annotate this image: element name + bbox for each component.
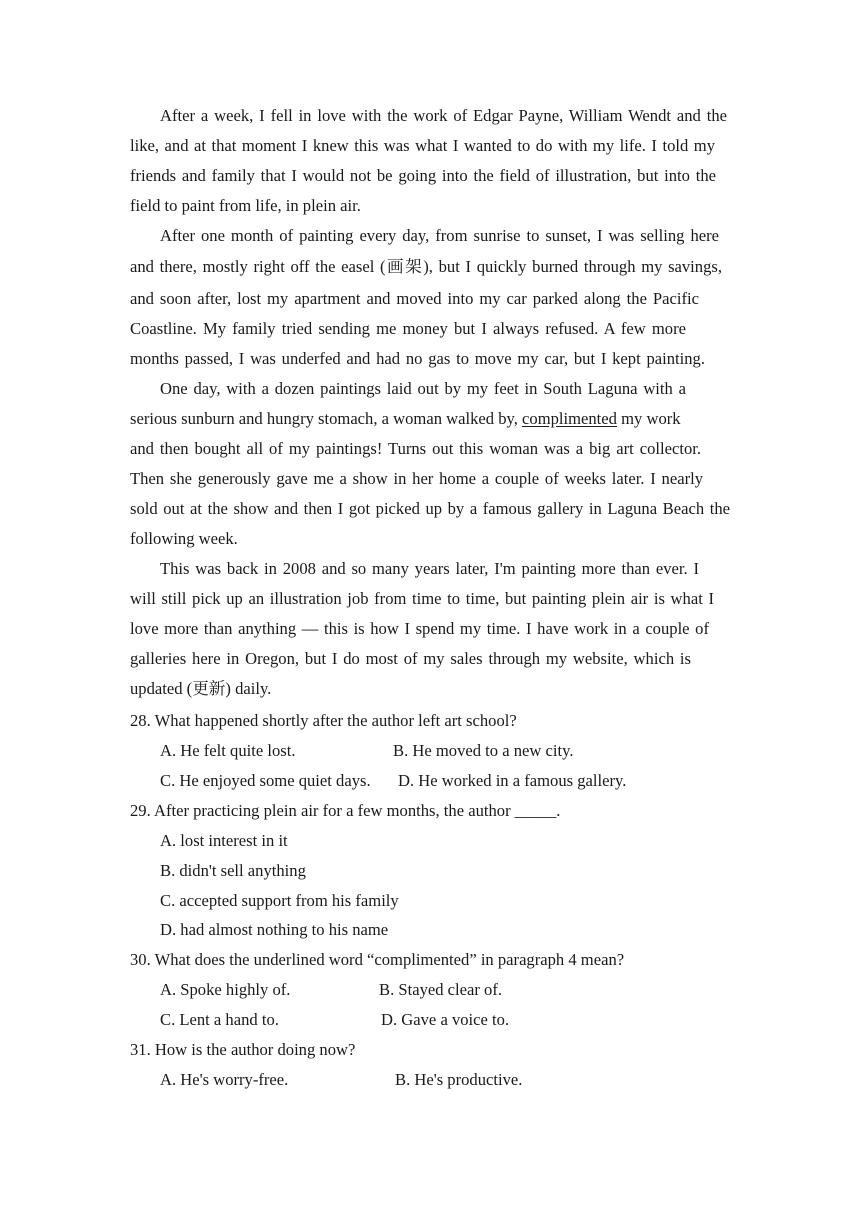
option-b: B. Stayed clear of. [379,980,503,999]
text-line: like, and at that moment I knew this was what I wanted to do with my life. I told my [130,136,715,155]
option-c: C. Lent a hand to. [160,1010,279,1029]
question-stem: 31. How is the author doing now? [130,1040,356,1059]
text-line [130,409,681,429]
text-line: After one month of painting every day, from sunrise to sunset, I was selling here [160,226,719,245]
text-line: This was back in 2008 and so many years later, I'm painting more than ever. I [160,559,699,578]
question-stem: 28. What happened shortly after the author left art school? [130,711,517,730]
text-line: sold out at the show and then I got picked up by a famous gallery in Laguna Beach the [130,499,730,518]
option-d: D. had almost nothing to his name [160,920,389,939]
option-d: D. Gave a voice to. [381,1010,510,1029]
option-a: A. He felt quite lost. [160,741,296,760]
text-line: One day, with a dozen paintings laid out by my feet in South Laguna with a [160,379,686,398]
text-line: galleries here in Oregon, but I do most of my sales through my website, which is [130,649,691,668]
option-a: A. lost interest in it [160,831,288,850]
option-c: C. accepted support from his family [160,891,399,910]
text-line: and there, mostly right off the easel (画架), but I quickly burned through my savings, [130,257,722,276]
text-line: will still pick up an illustration job from time to time, but painting plein air is what I [130,589,714,608]
text-segment: my work [616,409,681,428]
text-line: field to paint from life, in plein air. [130,196,361,215]
text-line: love more than anything — this is how I spend my time. I have work in a couple of [130,619,709,638]
text-line: After a week, I fell in love with the work of Edgar Payne, William Wendt and the [160,106,727,125]
text-line: Coastline. My family tried sending me money but I always refused. A few more [130,319,686,338]
text-segment: serious sunburn and hungry stomach, a woman walked by, [130,409,523,428]
option-a: A. He's worry-free. [160,1070,289,1089]
question-stem: 30. What does the underlined word “complimented” in paragraph 4 mean? [130,950,625,969]
option-d: D. He worked in a famous gallery. [398,771,627,790]
option-b: B. He's productive. [395,1070,523,1089]
text-line: friends and family that I would not be going into the field of illustration, but into the [130,166,716,185]
underlined-word: complimented [522,409,617,428]
text-line: and soon after, lost my apartment and moved into my car parked along the Pacific [130,289,699,308]
text-line: and then bought all of my paintings! Turns out this woman was a big art collector. [130,439,701,458]
option-b: B. He moved to a new city. [393,741,574,760]
option-b: B. didn't sell anything [160,861,306,880]
text-line: updated (更新) daily. [130,679,272,698]
text-line: months passed, I was underfed and had no gas to move my car, but I kept painting. [130,349,705,368]
option-a: A. Spoke highly of. [160,980,291,999]
option-c: C. He enjoyed some quiet days. [160,771,371,790]
question-stem: 29. After practicing plein air for a few months, the author _____. [130,801,561,820]
text-line: following week. [130,529,238,548]
text-line: Then she generously gave me a show in her home a couple of weeks later. I nearly [130,469,703,488]
